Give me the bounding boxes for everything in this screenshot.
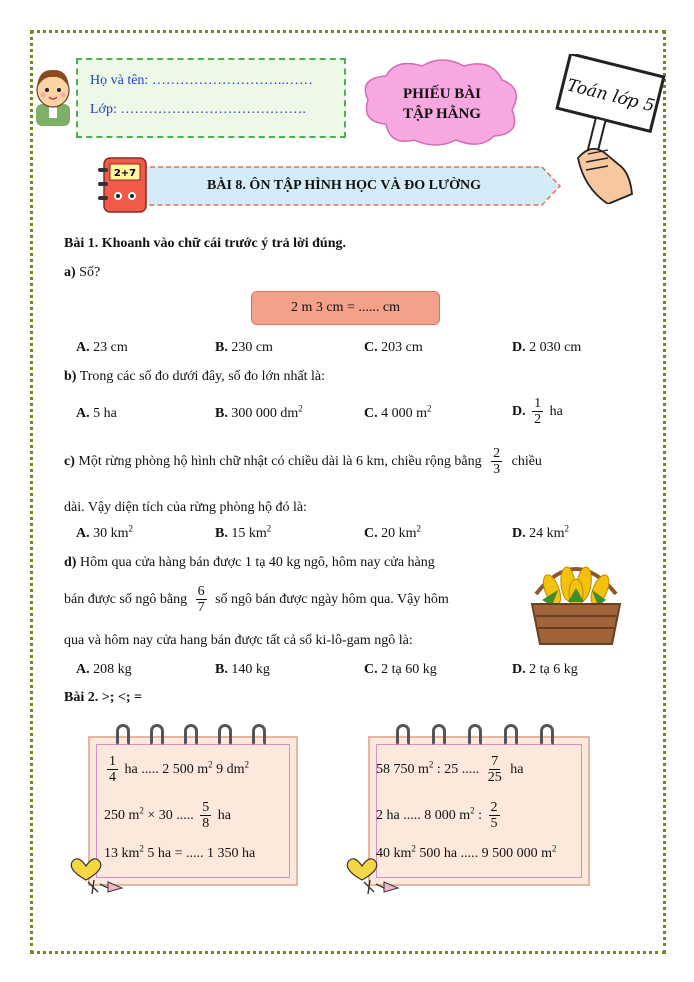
- option-b-C[interactable]: C. 4 000 $m^2$: [364, 403, 432, 421]
- sign-text: Toán lớp 5: [564, 75, 657, 117]
- question-c-cont: dài. Vậy diện tích của rừng phòng hộ đó là:: [64, 500, 307, 515]
- hand-sign-icon: [548, 54, 666, 204]
- option-c-D[interactable]: D. 24 $km^2$: [512, 523, 570, 541]
- option-c-A[interactable]: A. 30 $km^2$: [76, 523, 134, 541]
- corn-basket-icon: [528, 550, 624, 646]
- option-a-C[interactable]: C. 203 cm: [364, 340, 423, 355]
- option-a-A[interactable]: A. 23 cm: [76, 340, 128, 355]
- answer-box-a: 2 m 3 cm = ...... cm: [251, 291, 440, 325]
- option-b-D[interactable]: D. $\frac{1}{2}$ ha: [512, 396, 563, 428]
- student-avatar-icon: [30, 64, 76, 126]
- worksheet-title: PHIẾU BÀI TẬP HẰNG: [403, 86, 481, 122]
- question-d-line3: qua và hôm nay cửa hang bán được tất cả số ki-lô-gam ngô là:: [64, 633, 413, 648]
- option-d-B[interactable]: B. 140 kg: [215, 662, 270, 677]
- option-d-C[interactable]: C. 2 tạ 60 kg: [364, 662, 437, 677]
- option-b-B[interactable]: B. 300 000 $dm^2$: [215, 403, 303, 421]
- option-d-A[interactable]: A. 208 kg: [76, 662, 132, 677]
- class-field[interactable]: Lớp: ………………………………….: [90, 102, 306, 117]
- question-b: b) Trong các số đo dưới đây, số đo lớn nhất là:: [64, 369, 326, 384]
- bai2-title: Bài 2. >; <; =: [64, 690, 142, 705]
- option-a-D[interactable]: D. 2 030 cm: [512, 340, 582, 355]
- lesson-title: BÀI 8. ÔN TẬP HÌNH HỌC VÀ ĐO LƯỜNG: [207, 178, 481, 193]
- svg-text:2+7: 2+7: [113, 168, 137, 179]
- option-c-B[interactable]: B. 15 $km^2$: [215, 523, 272, 541]
- student-info-box: [76, 58, 346, 138]
- question-d-line1: d) Hôm qua cửa hàng bán được 1 tạ 40 kg ngô, hôm nay cửa hàng: [64, 555, 435, 570]
- compare-right-3: 40 $km^2$ 500 ha ..... 9 500 000 $m^2$: [376, 843, 557, 861]
- bai1-title: Bài 1. Khoanh vào chữ cái trước ý trả lời đúng.: [64, 236, 346, 251]
- question-a: a) Số?: [64, 265, 101, 280]
- name-field[interactable]: Họ và tên: ………………………..……: [90, 73, 313, 88]
- compare-left-2: 250 $m^2 \times 30$ ..... $\frac{5}{8}$ ha: [104, 800, 232, 832]
- compare-right-1: 58 750 $m^2$ : 25 ..... $\frac{7}{25}$ ha: [376, 754, 524, 786]
- question-c: c) Một rừng phòng hộ hình chữ nhật có chiều dài là 6 km, chiều rộng bằng $\frac{2}{3}$ chiều: [64, 446, 542, 478]
- option-c-C[interactable]: C. 20 $km^2$: [364, 523, 422, 541]
- compare-left-1: $\frac{1}{4}$ ha ..... 2 500 $m^2$ 9 $dm^2$: [109, 754, 249, 786]
- question-d-line2: bán được số ngô bằng $\frac{6}{7}$ số ngô bán được ngày hôm qua. Vậy hôm: [64, 584, 449, 616]
- compare-left-3: 13 $km^2$ 5 ha = ..... 1 350 ha: [104, 843, 256, 861]
- compare-right-2: 2 ha ..... 8 000 $m^2$ : $\frac{2}{5}$: [376, 800, 498, 832]
- option-b-A[interactable]: A. 5 ha: [76, 406, 117, 421]
- option-a-B[interactable]: B. 230 cm: [215, 340, 273, 355]
- option-d-D[interactable]: D. 2 tạ 6 kg: [512, 662, 578, 677]
